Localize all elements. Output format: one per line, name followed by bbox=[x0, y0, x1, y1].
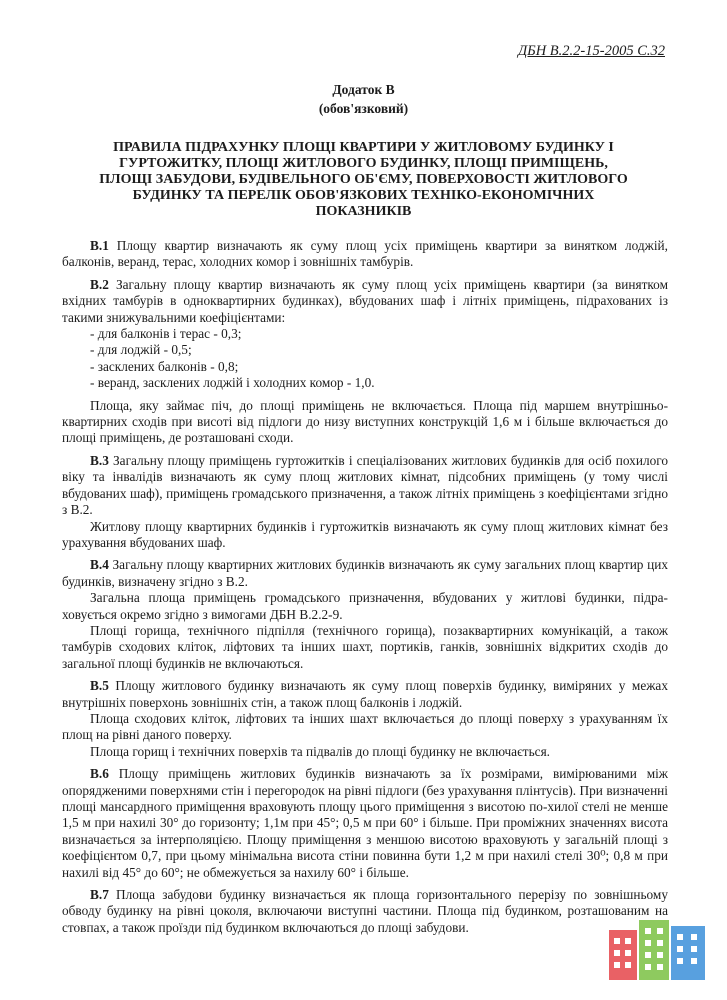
page-title: ПРАВИЛА ПІДРАХУНКУ ПЛОЩІ КВАРТИРИ У ЖИТЛОВОМУ БУДИНКУ І ГУРТОЖИТКУ, ПЛОЩІ ЖИТЛОВОГО БУДИНКУ, ПЛОЩІ ПРИМІЩЕНЬ, ПЛОЩІ ЗАБУДОВИ, БУДІВЕЛЬНОГО ОБ'ЄМУ, ПОВЕРХОВОСТІ ЖИТЛОВОГО БУДИНКУ ТА ПЕРЕЛІК ОБОВ'ЯЗКОВИХ ТЕХНІКО-ЕКОНОМІЧНИХ ПОКАЗНИКІВ bbox=[99, 140, 628, 219]
list-item: - для лоджій - 0,5; bbox=[90, 342, 192, 358]
section-text: Площу квартир визначають як суму площ усіх приміщень квартири за винятком лоджій, балконів, веранд, терас, холодних комор і зовнішніх тамбурів. bbox=[62, 238, 668, 270]
section-b4 bbox=[62, 557, 668, 590]
section-b2 bbox=[62, 277, 668, 326]
section-b5 bbox=[62, 678, 668, 711]
paragraph: Житлову площу квартирних будинків і гуртожитків визначають як суму площ житлових кімнат без урахування вбудованих шаф. bbox=[62, 518, 668, 550]
list-item: - веранд, засклених лоджій і холодних комор - 1,0. bbox=[90, 375, 375, 391]
section-number: В.7 bbox=[90, 887, 109, 903]
section-b6 bbox=[62, 766, 668, 881]
section-b7 bbox=[62, 887, 668, 936]
section-number: В.2 bbox=[90, 276, 109, 292]
paragraph: Площа сходових кліток, ліфтових та інших шахт включається до площі поверху з урахуванням їх площ на рівні даного поверху. bbox=[62, 710, 668, 743]
section-b1 bbox=[62, 238, 668, 271]
list-item: - для балконів і терас - 0,3; bbox=[90, 326, 242, 342]
appendix-status: (обов'язковий) bbox=[318, 101, 409, 116]
section-number: В.6 bbox=[90, 766, 109, 782]
section-number: В.5 bbox=[90, 678, 109, 694]
section-number: В.4 bbox=[90, 557, 109, 573]
list-item: - засклених балконів - 0,8; bbox=[90, 358, 239, 374]
section-b3 bbox=[62, 453, 668, 519]
section-text: Площу житлового будинку визначають як суму площ поверхів будинку, виміряних у межах внутрішніх поверхонь зовнішніх стін, а також площ балконів і лоджій. bbox=[62, 678, 668, 710]
document-body bbox=[62, 238, 668, 936]
coefficient-list bbox=[62, 326, 668, 392]
section-text: Загальну площу квартирних житлових будинків визначають як суму загальних площ квартир цих будинків, визначену згідно з В.2. bbox=[62, 557, 668, 589]
paragraph: Площа, яку займає піч, до площі приміщень не включається. Площа під маршем внутрішньо-квартирних сходів при висоті від підлоги до низу виступних конструкцій 1,6 м і більше включається до площі приміщень, де розташовані сходи. bbox=[62, 397, 668, 446]
section-text: Загальну площу квартир визначають як суму площ усіх приміщень квартири (за винятком вхідних тамбурів в одноквартирних будинках), вбудованих шаф і літніх приміщень, підрахованих із такими знижувальними коефіцієнтами: bbox=[62, 276, 668, 325]
appendix-label: Додаток В bbox=[332, 82, 395, 97]
paragraph: Загальна площа приміщень громадського призначення, вбудованих у житлові будинки, підра-ховується окремо згідно з вимогами ДБН В.2.2-9. bbox=[62, 590, 668, 622]
building-logo-icon bbox=[609, 916, 705, 980]
section-text: Загальну площу приміщень гуртожитків і спеціалізованих житлових будинків для осіб похилого віку та інвалідів визначають як суму площ житлових кімнат, підсобних приміщень (у тому числі вбудованих шаф), приміщень громадського призначення, а також літніх приміщень з коефіцієнтами згідно з В.2. bbox=[62, 452, 668, 518]
paragraph: Площі горища, технічного підпілля (технічного горища), позаквартирних комунікацій, а також тамбурів сходових кліток, ліфтових та інших шахт, портиків, ганків, зовнішніх відкритих сходів до загальної площі будинків не включаються. bbox=[62, 622, 668, 671]
section-number: В.3 bbox=[90, 452, 109, 468]
section-text: Площа забудови будинку визначається як площа горизонтального перерізу по зовнішньому обводу будинку на рівні цоколя, включаючи виступні частини. Площа під будинком, розташованим на стовпах, а також проїзди під будинком включаються до площі забудови. bbox=[62, 887, 668, 935]
paragraph: Площа горищ і технічних поверхів та підвалів до площі будинку не включається. bbox=[90, 743, 551, 759]
title-block bbox=[0, 80, 727, 220]
section-number: В.1 bbox=[90, 238, 109, 253]
section-text: Площу приміщень житлових будинків визначають за їх розмірами, вимірюваними між опорядженими поверхнями стін і перегородок на рівні підлоги (без урахування плінтусів). При визначенні площі мансардного приміщення враховують площу цього приміщення з висотою по-хилої стелі не менше 1,5 м при нахилі 30° до горизонту; 1,1м при 45°; 0,5 м при 60° і більше. При проміжних значеннях висота визначається за інтерполяцією. Площу приміщення з меншою висотою враховують у загальній площі з коефіцієнтом 0,7, при цьому мінімальна висота стіни повинна бути 1,2 м при нахилі стелі 30⁰; 0,8 м при нахилі від 45° до 60°; не обмежується за нахилу 60° і більше. bbox=[62, 766, 668, 880]
document-reference: ДБН В.2.2-15-2005 С.32 bbox=[517, 43, 665, 59]
